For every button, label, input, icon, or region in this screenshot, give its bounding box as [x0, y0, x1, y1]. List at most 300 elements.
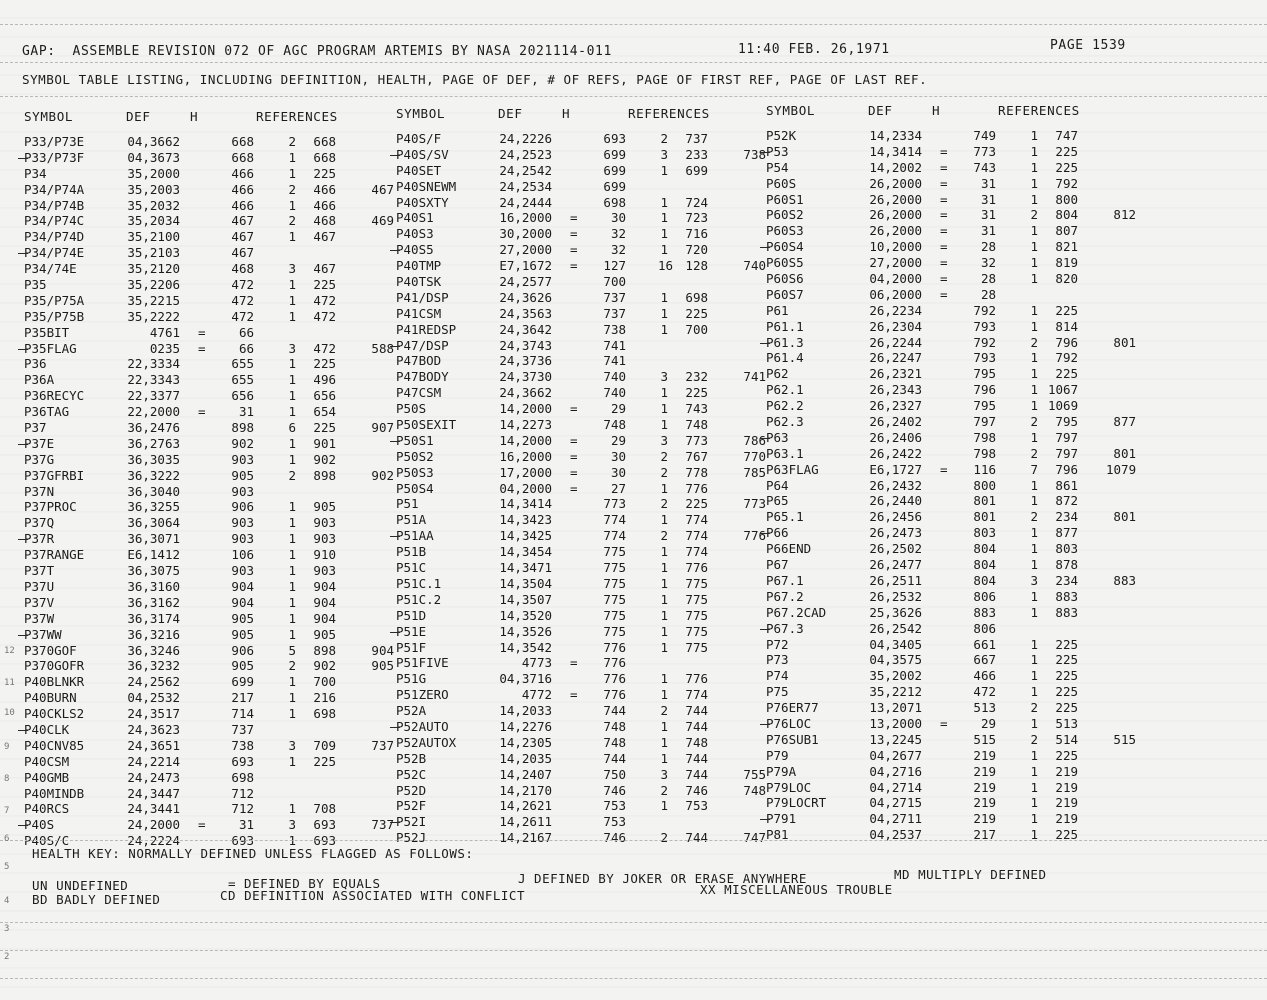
symbol-n: 3: [288, 737, 296, 753]
symbol-sym: P66: [766, 525, 789, 541]
symbol-sym: P40SXTY: [396, 194, 449, 210]
symbol-h: =: [940, 255, 948, 271]
symbol-pg: 746: [603, 782, 626, 798]
symbol-def: 04,3673: [127, 149, 180, 165]
symbol-first: 699: [685, 162, 708, 178]
symbol-first: 513: [1055, 715, 1078, 731]
symbol-pg: 31: [980, 207, 996, 223]
symbol-n: 1: [1030, 525, 1038, 541]
symbol-h: =: [570, 655, 578, 671]
symbol-n: 1: [660, 607, 668, 623]
symbol-n: 1: [660, 162, 668, 178]
symbol-n: 2: [1030, 445, 1038, 461]
symbol-sym: P37G: [24, 451, 55, 467]
symbol-h: =: [570, 448, 578, 464]
symbol-sym: P51C: [396, 560, 427, 576]
symbol-last: 902: [371, 467, 394, 483]
symbol-first: 904: [313, 594, 336, 610]
symbol-pg: 776: [603, 639, 626, 655]
symbol-sym: P53: [766, 143, 789, 159]
symbol-def: 27,2000: [869, 255, 922, 271]
symbol-n: 1: [660, 417, 668, 433]
symbol-sym: P36TAG: [24, 404, 70, 420]
column-header-symbol: SYMBOL: [766, 103, 816, 118]
symbol-sym: P63.1: [766, 445, 804, 461]
symbol-h: =: [570, 242, 578, 258]
symbol-def: 14,2170: [499, 782, 552, 798]
symbol-last: 801: [1113, 334, 1136, 350]
symbol-first: 225: [313, 277, 336, 293]
symbol-last: 747: [743, 830, 766, 846]
symbol-sym: P51C.2: [396, 591, 442, 607]
symbol-sym: P37T: [24, 563, 55, 579]
symbol-def: 35,2100: [127, 229, 180, 245]
symbol-pg: 219: [973, 811, 996, 827]
symbol-n: 1: [1030, 318, 1038, 334]
symbol-pg: 753: [603, 798, 626, 814]
symbol-n: 1: [1030, 302, 1038, 318]
symbol-def: 26,2473: [869, 525, 922, 541]
symbol-def: 35,2032: [127, 197, 180, 213]
symbol-last: 740: [743, 258, 766, 274]
symbol-def: 4772: [521, 687, 552, 703]
symbol-first: 797: [1055, 445, 1078, 461]
symbol-first: 232: [685, 369, 708, 385]
symbol-first: 883: [1055, 588, 1078, 604]
symbol-last: 883: [1113, 572, 1136, 588]
symbol-def: 35,2003: [127, 181, 180, 197]
symbol-first: 225: [1055, 143, 1078, 159]
symbol-first: 744: [685, 703, 708, 719]
symbol-def: 14,3414: [869, 143, 922, 159]
symbol-first: 819: [1055, 255, 1078, 271]
symbol-first: 709: [313, 737, 336, 753]
symbol-h: =: [940, 191, 948, 207]
symbol-first: 219: [1055, 795, 1078, 811]
symbol-sym: P33/P73F: [24, 149, 85, 165]
column-header-symbol: SYMBOL: [24, 109, 74, 124]
symbol-n: 1: [288, 674, 296, 690]
symbol-first: 225: [1055, 684, 1078, 700]
symbol-def: 04,2677: [869, 747, 922, 763]
symbol-first: 800: [1055, 191, 1078, 207]
symbol-pg: 775: [603, 591, 626, 607]
symbol-n: 1: [660, 750, 668, 766]
symbol-pg: 466: [231, 197, 254, 213]
symbol-sym: P51ZERO: [396, 687, 449, 703]
symbol-sym: P34/P74C: [24, 213, 85, 229]
symbol-sym: P61: [766, 302, 789, 318]
symbol-pg: 737: [603, 289, 626, 305]
symbol-def: 35,2206: [127, 277, 180, 293]
margin-line-number: 3: [4, 924, 10, 934]
symbol-pg: 750: [603, 766, 626, 782]
symbol-def: 24,3447: [127, 785, 180, 801]
symbol-pg: 668: [231, 149, 254, 165]
symbol-sym: P73: [766, 652, 789, 668]
symbol-n: 1: [1030, 684, 1038, 700]
symbol-first: 902: [313, 658, 336, 674]
symbol-n: 2: [1030, 700, 1038, 716]
symbol-def: 36,3255: [127, 499, 180, 515]
symbol-def: 24,2542: [499, 162, 552, 178]
symbol-def: 26,2000: [869, 175, 922, 191]
symbol-first: 744: [685, 750, 708, 766]
symbol-def: 14,2621: [499, 798, 552, 814]
symbol-pg: 106: [231, 547, 254, 563]
symbol-sym: P52I: [396, 814, 427, 830]
symbol-n: 7: [1030, 461, 1038, 477]
symbol-pg: 797: [973, 414, 996, 430]
symbol-n: 1: [660, 226, 668, 242]
symbol-def: 26,2000: [869, 191, 922, 207]
symbol-def: 4761: [149, 324, 180, 340]
symbol-pg: 748: [603, 417, 626, 433]
symbol-def: 06,2000: [869, 286, 922, 302]
symbol-first: 225: [313, 165, 336, 181]
symbol-def: 14,3542: [499, 639, 552, 655]
symbol-pg: 905: [231, 610, 254, 626]
symbol-def: 13,2245: [869, 731, 922, 747]
symbol-sym: P35/P75A: [24, 292, 85, 308]
symbol-def: 24,3743: [499, 337, 552, 353]
symbol-sym: P40S5: [396, 242, 434, 258]
symbol-sym: P40S/F: [396, 131, 442, 146]
symbol-def: 14,3526: [499, 623, 552, 639]
listing-title: GAP: ASSEMBLE REVISION 072 OF AGC PROGRAM ARTEMIS BY NASA 2021114-011: [22, 44, 612, 59]
symbol-def: 0235: [149, 340, 180, 356]
symbol-h: =: [940, 239, 948, 255]
symbol-first: 776: [685, 671, 708, 687]
symbol-first: 656: [313, 388, 336, 404]
symbol-sym: P81: [766, 827, 789, 843]
symbol-first: 775: [685, 639, 708, 655]
margin-line-number: 8: [4, 774, 10, 784]
symbol-def: 10,2000: [869, 239, 922, 255]
health-key-equals: = DEFINED BY EQUALS: [228, 876, 381, 891]
symbol-pg: 656: [231, 388, 254, 404]
column-header-def: DEF: [126, 109, 151, 124]
symbol-sym: P51G: [396, 671, 427, 687]
symbol-h: =: [570, 464, 578, 480]
symbol-sym: P79A: [766, 763, 797, 779]
symbol-pg: 903: [231, 451, 254, 467]
symbol-sym: P75: [766, 684, 789, 700]
symbol-def: 04,3405: [869, 636, 922, 652]
symbol-sym: P37N: [24, 483, 55, 499]
symbol-pg: 776: [603, 687, 626, 703]
symbol-first: 796: [1055, 461, 1078, 477]
symbol-pg: 744: [603, 703, 626, 719]
symbol-def: 35,2034: [127, 213, 180, 229]
symbol-sym: P37: [24, 420, 47, 436]
symbol-sym: P34/P74A: [24, 181, 85, 197]
symbol-h: =: [198, 340, 206, 356]
symbol-h: =: [570, 210, 578, 226]
symbol-last: 770: [743, 448, 766, 464]
symbol-pg: 693: [231, 753, 254, 769]
symbol-pg: 699: [231, 674, 254, 690]
symbol-n: 1: [288, 594, 296, 610]
symbol-sym: P60S1: [766, 191, 804, 207]
symbol-n: 1: [288, 435, 296, 451]
symbol-first: 225: [1055, 652, 1078, 668]
symbol-last: 905: [371, 658, 394, 674]
symbol-def: 04,3716: [499, 671, 552, 687]
symbol-sym: P60S3: [766, 223, 804, 239]
symbol-first: 743: [685, 401, 708, 417]
symbol-first: 128: [685, 258, 708, 274]
symbol-sym: P60S: [766, 175, 797, 191]
symbol-first: 748: [685, 734, 708, 750]
symbol-n: 1: [660, 560, 668, 576]
symbol-def: 26,2542: [869, 620, 922, 636]
symbol-n: 1: [1030, 255, 1038, 271]
symbol-n: 1: [288, 706, 296, 722]
form-rule: [0, 24, 1267, 25]
margin-line-number: 9: [4, 742, 10, 752]
symbol-def: 26,2327: [869, 398, 922, 414]
symbol-n: 1: [1030, 382, 1038, 398]
symbol-sym: P34/P74E: [24, 245, 85, 261]
symbol-pg: 738: [231, 737, 254, 753]
symbol-first: 225: [313, 356, 336, 372]
symbol-sym: P60S6: [766, 271, 804, 287]
health-key-multiply: MD MULTIPLY DEFINED: [894, 867, 1047, 882]
column-header-h: H: [190, 109, 199, 124]
symbol-first: 904: [313, 610, 336, 626]
symbol-first: 668: [313, 149, 336, 165]
symbol-first: 796: [1055, 334, 1078, 350]
symbol-n: 1: [660, 210, 668, 226]
symbol-pg: 217: [973, 827, 996, 843]
symbol-def: 13,2071: [869, 700, 922, 716]
symbol-sym: P41/DSP: [396, 289, 449, 305]
symbol-pg: 741: [603, 337, 626, 353]
symbol-def: 14,3504: [499, 575, 552, 591]
symbol-sym: P40MINDB: [24, 785, 85, 801]
symbol-sym: P37E: [24, 435, 55, 451]
symbol-n: 1: [660, 544, 668, 560]
symbol-first: 698: [313, 706, 336, 722]
symbol-pg: 775: [603, 623, 626, 639]
symbol-sym: P40S/C: [24, 833, 70, 849]
symbol-sym: P62: [766, 366, 789, 382]
symbol-def: 14,3423: [499, 512, 552, 528]
symbol-sym: P63FLAG: [766, 461, 819, 477]
symbol-sym: P50S3: [396, 464, 434, 480]
symbol-pg: 738: [603, 321, 626, 337]
symbol-n: 3: [1030, 572, 1038, 588]
symbol-n: 1: [660, 671, 668, 687]
column-header-h: H: [932, 103, 941, 118]
symbol-def: 26,2477: [869, 557, 922, 573]
symbol-n: 1: [660, 718, 668, 734]
symbol-sym: P51C.1: [396, 575, 442, 591]
symbol-last: 1079: [1106, 461, 1137, 477]
symbol-def: 04,2532: [127, 690, 180, 706]
symbol-first: 225: [313, 753, 336, 769]
symbol-n: 3: [288, 261, 296, 277]
symbol-first: 216: [313, 690, 336, 706]
symbol-n: 1: [288, 451, 296, 467]
symbol-pg: 792: [973, 302, 996, 318]
symbol-pg: 775: [603, 544, 626, 560]
symbol-sym: P36A: [24, 372, 55, 388]
symbol-first: 225: [1055, 636, 1078, 652]
symbol-def: 26,2304: [869, 318, 922, 334]
symbol-last: 737: [371, 737, 394, 753]
symbol-first: 472: [313, 308, 336, 324]
symbol-first: 775: [685, 591, 708, 607]
symbol-first: 904: [313, 578, 336, 594]
symbol-n: 1: [1030, 143, 1038, 159]
symbol-sym: P34/74E: [24, 261, 77, 277]
symbol-first: 903: [313, 531, 336, 547]
symbol-def: 36,3075: [127, 563, 180, 579]
symbol-def: 4773: [521, 655, 552, 671]
symbol-def: 14,2167: [499, 830, 552, 846]
symbol-def: 24,2224: [127, 833, 180, 849]
symbol-n: 1: [1030, 350, 1038, 366]
symbol-pg: 699: [603, 162, 626, 178]
symbol-sym: P35FLAG: [24, 340, 77, 356]
symbol-pg: 513: [973, 700, 996, 716]
symbol-def: 26,2511: [869, 572, 922, 588]
symbol-pg: 515: [973, 731, 996, 747]
symbol-n: 1: [1030, 493, 1038, 509]
symbol-n: 3: [660, 432, 668, 448]
margin-line-number: 7: [4, 806, 10, 816]
symbol-sym: P40CKLS2: [24, 706, 85, 722]
symbol-n: 1: [288, 801, 296, 817]
symbol-sym: P76ER77: [766, 700, 819, 716]
symbol-n: 1: [1030, 557, 1038, 573]
symbol-sym: P79: [766, 747, 789, 763]
symbol-first: 775: [685, 575, 708, 591]
symbol-def: 22,3334: [127, 356, 180, 372]
symbol-first: 467: [313, 261, 336, 277]
symbol-n: 1: [1030, 668, 1038, 684]
symbol-def: 24,2473: [127, 769, 180, 785]
column-header-h: H: [562, 106, 571, 121]
symbol-pg: 467: [231, 245, 254, 261]
symbol-n: 2: [660, 496, 668, 512]
symbol-first: 773: [685, 432, 708, 448]
symbol-pg: 467: [231, 213, 254, 229]
symbol-pg: 667: [973, 652, 996, 668]
symbol-first: 724: [685, 194, 708, 210]
symbol-first: 905: [313, 626, 336, 642]
symbol-pg: 804: [973, 572, 996, 588]
symbol-h: =: [940, 461, 948, 477]
symbol-pg: 32: [610, 226, 626, 242]
symbol-def: 36,3160: [127, 578, 180, 594]
symbol-first: 910: [313, 547, 336, 563]
symbol-def: 26,2456: [869, 509, 922, 525]
symbol-pg: 906: [231, 499, 254, 515]
symbol-n: 1: [660, 305, 668, 321]
symbol-first: 767: [685, 448, 708, 464]
symbol-h: =: [940, 286, 948, 302]
symbol-sym: P40GMB: [24, 769, 70, 785]
symbol-n: 2: [660, 528, 668, 544]
symbol-n: 1: [288, 404, 296, 420]
symbol-sym: P51FIVE: [396, 655, 449, 671]
symbol-n: 1: [660, 575, 668, 591]
symbol-pg: 219: [973, 763, 996, 779]
symbol-first: 219: [1055, 811, 1078, 827]
symbol-def: 26,2343: [869, 382, 922, 398]
symbol-sym: P36RECYC: [24, 388, 85, 404]
symbol-pg: 472: [231, 292, 254, 308]
symbol-h: =: [198, 404, 206, 420]
symbol-first: 748: [685, 417, 708, 433]
symbol-last: 741: [743, 369, 766, 385]
symbol-def: 24,3623: [127, 721, 180, 737]
symbol-def: 36,3040: [127, 483, 180, 499]
symbol-def: 36,3035: [127, 451, 180, 467]
page-number: PAGE 1539: [1050, 38, 1126, 53]
symbol-sym: P47CSM: [396, 385, 442, 401]
symbol-sym: P60S4: [766, 239, 804, 255]
symbol-n: 1: [1030, 715, 1038, 731]
symbol-first: 716: [685, 226, 708, 242]
symbol-first: 776: [685, 560, 708, 576]
symbol-def: 35,2212: [869, 684, 922, 700]
symbol-def: 14,2611: [499, 814, 552, 830]
symbol-h: =: [940, 175, 948, 191]
symbol-first: 225: [1055, 668, 1078, 684]
symbol-def: 04,2000: [499, 480, 552, 496]
symbol-sym: P40BURN: [24, 690, 77, 706]
symbol-pg: 32: [980, 255, 996, 271]
symbol-sym: P36: [24, 356, 47, 372]
symbol-n: 2: [1030, 207, 1038, 223]
symbol-def: 04,2715: [869, 795, 922, 811]
symbol-pg: 740: [603, 385, 626, 401]
symbol-sym: P72: [766, 636, 789, 652]
symbol-first: 804: [1055, 207, 1078, 223]
symbol-pg: 793: [973, 350, 996, 366]
symbol-def: 04,3575: [869, 652, 922, 668]
symbol-def: 24,3642: [499, 321, 552, 337]
symbol-sym: P40TMP: [396, 258, 442, 274]
symbol-sym: P67: [766, 557, 789, 573]
symbol-first: 744: [685, 830, 708, 846]
symbol-sym: P61.1: [766, 318, 804, 334]
symbol-pg: 699: [603, 146, 626, 162]
symbol-def: 26,2234: [869, 302, 922, 318]
symbol-sym: P37V: [24, 594, 55, 610]
symbol-sym: P40CSM: [24, 753, 70, 769]
symbol-def: 04,3662: [127, 134, 180, 149]
symbol-last: 904: [371, 642, 394, 658]
symbol-first: 225: [685, 305, 708, 321]
symbol-sym: P35BIT: [24, 324, 70, 340]
symbol-sym: P51D: [396, 607, 427, 623]
symbol-sym: P62.3: [766, 414, 804, 430]
symbol-def: 36,2476: [127, 420, 180, 436]
symbol-n: 1: [660, 639, 668, 655]
symbol-def: 36,3246: [127, 642, 180, 658]
symbol-def: 36,3064: [127, 515, 180, 531]
symbol-n: 1: [1030, 366, 1038, 382]
symbol-def: 24,2562: [127, 674, 180, 690]
symbol-pg: 29: [980, 715, 996, 731]
symbol-n: 1: [1030, 604, 1038, 620]
column-header-def: DEF: [868, 103, 893, 118]
